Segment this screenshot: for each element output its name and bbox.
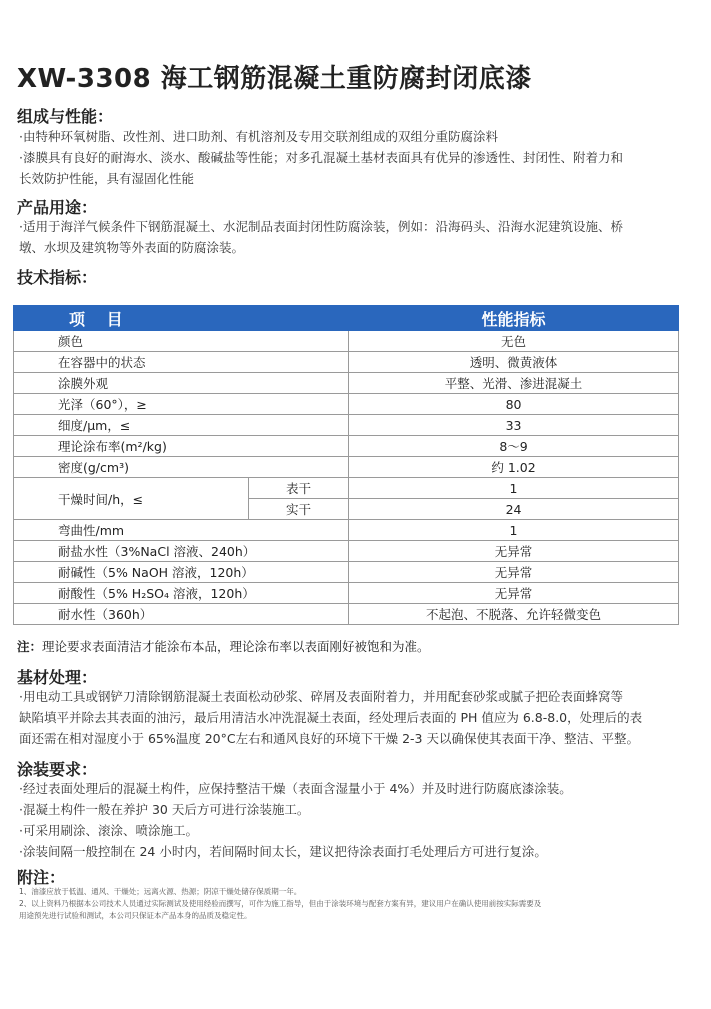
usage-line: 墩、水坝及建筑物等外表面的防腐涂装。 [19,240,245,255]
row-value: 24 [349,499,679,520]
row-item: 耐酸性（5% H₂SO₄ 溶液，120h） [14,583,349,604]
row-value: 80 [349,394,679,415]
row-item: 颜色 [14,331,349,352]
appendix-line: 用途预先进行试验和测试，本公司只保证本产品本身的品质及稳定性。 [19,911,252,920]
table-row [14,457,679,478]
table-row [14,478,679,499]
coating-text [19,778,689,862]
coating-line: ·经过表面处理后的混凝土构件，应保持整洁干燥（表面含湿量小于 4%）并及时进行防腐底漆涂装。 [19,781,572,796]
row-item-drying: 干燥时间/h，≤ [14,478,249,520]
table-row [14,415,679,436]
composition-text [19,126,689,189]
row-item: 弯曲性/mm [14,520,349,541]
note-label: 注： [17,639,43,654]
row-value: 无异常 [349,583,679,604]
row-item: 耐碱性（5% NaOH 溶液，120h） [14,562,349,583]
coating-line: ·涂装间隔一般控制在 24 小时内，若间隔时间太长，建议把待涂表面打毛处理后方可进行复涂。 [19,844,547,859]
row-item: 理论涂布率(m²/kg) [14,436,349,457]
row-item: 光泽（60°），≥ [14,394,349,415]
row-value: 1 [349,520,679,541]
row-value: 8～9 [349,436,679,457]
usage-heading: 产品用途： [17,198,98,217]
appendix-line: 1、油漆应放于低温、通风、干燥处；远离火源、热源；阴凉干燥处储存保质期一年。 [19,887,302,896]
row-item: 耐水性（360h） [14,604,349,625]
spec-table [13,305,679,625]
row-value: 无色 [349,331,679,352]
substrate-line: 缺陷填平并除去其表面的油污，最后用清洁水冲洗混凝土表面，经处理后表面的 PH 值应为 6.8-8.0，处理后的表 [19,710,643,725]
row-value: 无异常 [349,562,679,583]
table-row [14,352,679,373]
col-header-value: 性能指标 [349,306,679,331]
spec-header-row [14,306,679,331]
row-item: 密度(g/cm³) [14,457,349,478]
col-header-item: 项 目 [14,306,349,331]
page-title: XW-3308 海工钢筋混凝土重防腐封闭底漆 [17,64,532,94]
appendix-text [19,886,694,922]
note-text: 理论要求表面清洁才能涂布本品，理论涂布率以表面刚好被饱和为准。 [42,639,430,654]
coating-heading: 涂装要求： [17,760,98,779]
substrate-line: ·用电动工具或钢铲刀清除钢筋混凝土表面松动砂浆、碎屑及表面附着力，并用配套砂浆或腻子把砼表面蜂窝等 [19,689,623,704]
row-item: 细度/μm，≤ [14,415,349,436]
row-value: 不起泡、不脱落、允许轻微变色 [349,604,679,625]
row-value: 约 1.02 [349,457,679,478]
row-value: 透明、微黄液体 [349,352,679,373]
composition-line: ·由特种环氧树脂、改性剂、进口助剂、有机溶剂及专用交联剂组成的双组分重防腐涂料 [19,129,498,144]
table-row [14,436,679,457]
appendix-heading: 附注： [17,868,66,887]
row-subitem-hard-dry: 实干 [249,499,349,520]
composition-line: 长效防护性能，具有湿固化性能 [19,171,195,186]
table-row [14,520,679,541]
coating-line: ·可采用刷涂、滚涂、喷涂施工。 [19,823,198,838]
table-row [14,373,679,394]
row-item: 在容器中的状态 [14,352,349,373]
row-value: 平整、光滑、渗进混凝土 [349,373,679,394]
table-note [17,637,430,655]
row-subitem-surface-dry: 表干 [249,478,349,499]
usage-text [19,216,689,258]
row-value: 33 [349,415,679,436]
row-item: 涂膜外观 [14,373,349,394]
specs-heading: 技术指标： [17,268,98,287]
composition-line: ·漆膜具有良好的耐海水、淡水、酸碱盐等性能；对多孔混凝土基材表面具有优异的渗透性、封闭性、附着力和 [19,150,623,165]
table-row [14,331,679,352]
table-row [14,394,679,415]
usage-line: ·适用于海洋气候条件下钢筋混凝土、水泥制品表面封闭性防腐涂装，例如：沿海码头、沿海水泥建筑设施、桥 [19,219,623,234]
row-value: 无异常 [349,541,679,562]
table-row [14,541,679,562]
appendix-line: 2、以上资料乃根据本公司技术人员通过实际测试及使用经验而撰写，可作为施工指导，但由于涂装环境与配套方案有异，建议用户在确认使用前按实际需要及 [19,899,542,908]
substrate-text [19,686,689,749]
composition-heading: 组成与性能： [17,107,114,126]
substrate-line: 面还需在相对湿度小于 65%温度 20°C左右和通风良好的环境下干燥 2-3 天以确保使其表面干净、整洁、平整。 [19,731,639,746]
row-item: 耐盐水性（3%NaCl 溶液、240h） [14,541,349,562]
table-row [14,583,679,604]
substrate-heading: 基材处理： [17,668,98,687]
table-row [14,562,679,583]
coating-line: ·混凝土构件一般在养护 30 天后方可进行涂装施工。 [19,802,310,817]
row-value: 1 [349,478,679,499]
table-row [14,604,679,625]
